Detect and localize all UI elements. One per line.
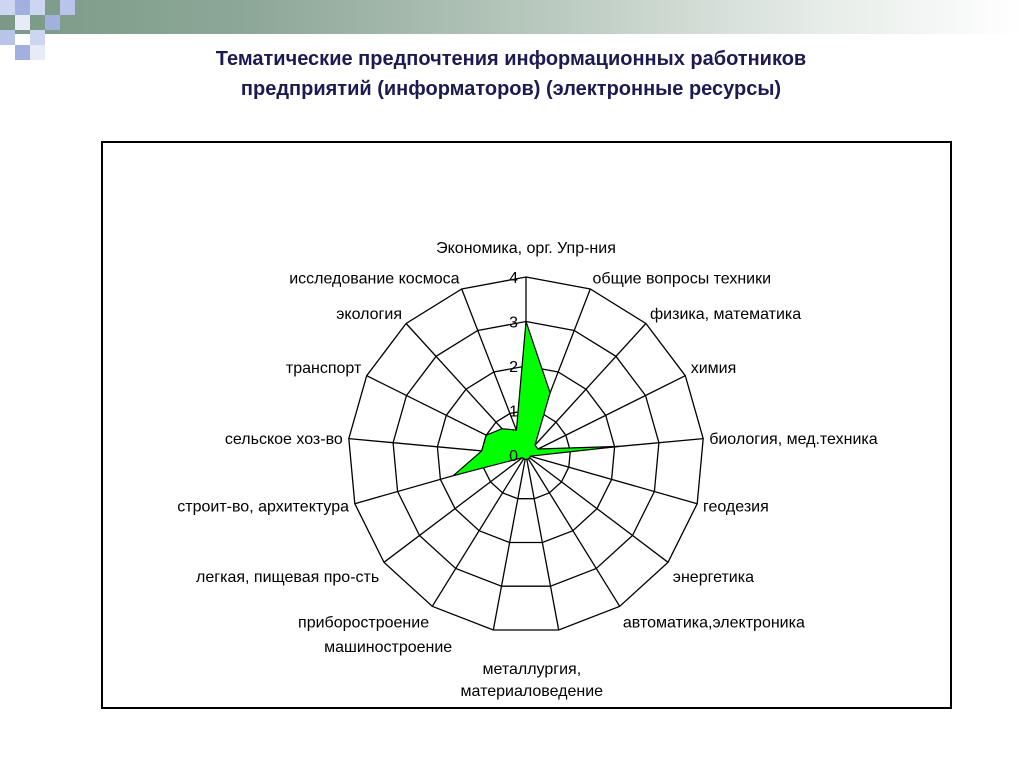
category-labels: [177, 240, 877, 700]
radial-tick-label: 4: [509, 270, 518, 287]
category-label: сельское хоз-во: [224, 431, 343, 448]
category-label: легкая, пищевая про-сть: [196, 568, 380, 586]
category-label: автоматика,электроника: [622, 614, 805, 632]
category-label: биология, мед.техника: [709, 431, 878, 448]
category-label: транспорт: [285, 360, 362, 377]
category-label: физика, математика: [650, 306, 802, 323]
grid-spoke: [384, 455, 526, 562]
category-label: приборостроение: [298, 614, 430, 632]
category-label: машиностроение: [324, 638, 453, 656]
category-label: экология: [336, 306, 402, 323]
category-label: геодезия: [703, 498, 769, 516]
category-label: Экономика, орг. Упр-ния: [436, 240, 616, 257]
category-label: строит-во, архитектура: [177, 498, 349, 516]
category-label: химия: [690, 360, 737, 377]
category-label: исследование космоса: [289, 270, 460, 288]
title-line-1: Тематические предпочтения информационных работников: [215, 48, 807, 70]
title-line-2: предприятий (информаторов) (электронные ресурсы): [240, 78, 782, 100]
grid-spoke: [526, 455, 668, 562]
category-label: общие вопросы техники: [592, 270, 772, 288]
radial-tick-label: 1: [509, 403, 518, 421]
series-area: [453, 322, 619, 476]
category-label: энергетика: [672, 568, 754, 586]
radial-tick-label: 0: [509, 448, 518, 465]
radial-tick-label: 2: [509, 359, 518, 376]
radar-series: [453, 322, 619, 476]
category-label: металлургия, материаловедение: [460, 660, 604, 700]
radial-tick-label: 3: [509, 314, 518, 332]
